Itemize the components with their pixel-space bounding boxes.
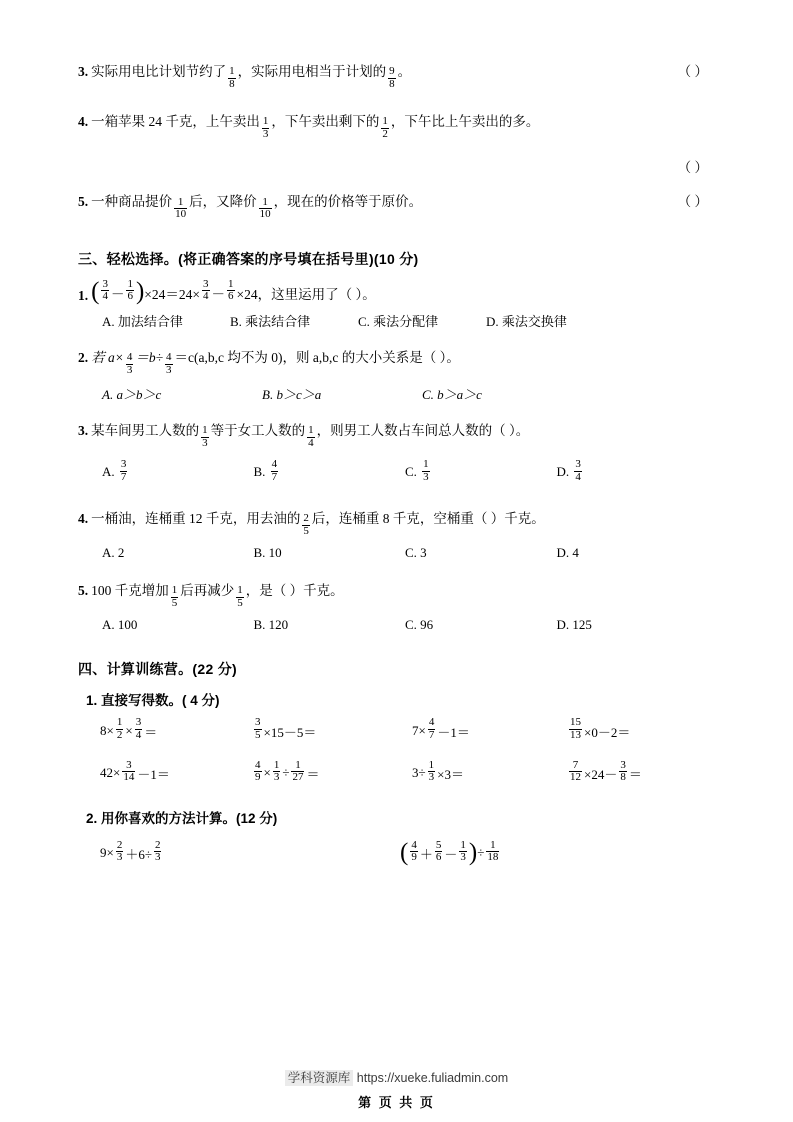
numerator: 3 xyxy=(255,716,261,729)
option-b[interactable] xyxy=(253,458,406,485)
fraction xyxy=(120,459,128,483)
expr-part: － xyxy=(444,846,458,862)
item-text-post: 。 xyxy=(397,64,412,79)
option-a[interactable]: A. 加法结合律 xyxy=(102,313,183,329)
numerator: 3 xyxy=(126,758,132,771)
numerator: 1 xyxy=(262,115,269,128)
calc-item xyxy=(412,716,567,743)
option-c[interactable] xyxy=(405,458,557,485)
numerator: 1 xyxy=(273,758,280,771)
numerator: 3 xyxy=(135,716,142,729)
expr-part: ×3＝ xyxy=(437,766,464,782)
option-b[interactable]: B. 120 xyxy=(253,617,289,633)
denominator: 5 xyxy=(303,524,309,537)
fraction xyxy=(307,425,315,449)
option-b[interactable]: B. 乘法结合律 xyxy=(230,313,311,329)
numerator: 7 xyxy=(572,758,579,771)
item-number: 4. xyxy=(78,114,89,130)
calc-item xyxy=(567,758,727,785)
fraction xyxy=(574,459,582,483)
numerator: 1 xyxy=(229,65,235,78)
fraction xyxy=(254,717,262,741)
judge-item-4-bracket-row xyxy=(78,158,708,178)
minus-sign-2: － xyxy=(211,286,226,302)
expr-part: ＝ xyxy=(144,724,158,740)
item-text: 若 a× xyxy=(91,349,124,365)
denominator: 3 xyxy=(126,363,133,376)
expr-part: －1＝ xyxy=(437,724,470,740)
fraction xyxy=(228,66,236,90)
item-text-post: 后，连桶重 8 千克，空桶重（ ）千克。 xyxy=(311,510,545,526)
expr-part: 8× xyxy=(100,723,114,739)
option-a[interactable] xyxy=(102,458,254,485)
denominator: 4 xyxy=(575,470,581,483)
fraction xyxy=(428,717,436,741)
option-c[interactable]: C. b＞a＞c xyxy=(422,386,482,402)
numerator: 1 xyxy=(262,195,268,208)
expr-part: ＝ xyxy=(306,766,320,782)
numerator: 1 xyxy=(237,584,243,597)
fraction xyxy=(126,279,134,303)
denominator: 13 xyxy=(570,729,581,741)
choice-options-5 xyxy=(78,617,708,633)
numerator: 2 xyxy=(303,512,309,525)
item-text-mid: ，下午卖出剩下的 xyxy=(271,114,380,130)
fraction xyxy=(569,760,582,784)
item-text: 一箱苹果 24 千克，上午卖出 xyxy=(91,114,260,130)
right-paren: ) xyxy=(468,838,478,866)
numerator: 3 xyxy=(102,277,108,290)
fraction xyxy=(619,760,627,784)
item-number: 2. xyxy=(78,349,89,365)
expr-part: ×24－ xyxy=(584,766,618,782)
denominator: 6 xyxy=(435,851,442,864)
watermark xyxy=(0,1068,793,1086)
denominator: 5 xyxy=(255,729,261,741)
expr-part: ＋6÷ xyxy=(125,846,152,862)
denominator: 3 xyxy=(273,771,280,784)
option-c[interactable]: C. 3 xyxy=(405,545,427,560)
choice-options-4 xyxy=(78,545,708,561)
fraction xyxy=(381,116,389,140)
option-a[interactable]: A. 2 xyxy=(102,545,125,560)
section-title-three: 三、轻松选择。(将正确答案的序号填在括号里)(10 分) xyxy=(78,250,419,267)
item-text-post: ，下午比上午卖出的多。 xyxy=(390,114,540,130)
denominator: 3 xyxy=(423,470,429,483)
numerator: 3 xyxy=(203,277,209,290)
expr-part: × xyxy=(263,765,271,781)
item-text-post: ，现在的价格等于原价。 xyxy=(273,194,423,210)
item-number: 3. xyxy=(78,64,89,79)
item-text-mid: 等于女工人数的 xyxy=(210,422,306,438)
expr-part: ×15－5＝ xyxy=(263,724,317,740)
option-d[interactable]: D. 125 xyxy=(556,617,592,633)
numerator: 3 xyxy=(120,458,127,471)
fraction xyxy=(422,459,430,483)
option-label: C. xyxy=(405,463,417,479)
item-text: 一种商品提价 xyxy=(91,194,173,210)
expr-part: 7× xyxy=(412,723,426,739)
left-paren: ( xyxy=(91,277,100,305)
denominator: 3 xyxy=(154,851,161,864)
expr-part: 9× xyxy=(100,845,114,861)
calc-item xyxy=(252,758,412,785)
numerator: 4 xyxy=(166,350,172,363)
fraction xyxy=(116,717,124,741)
denominator: 3 xyxy=(460,851,466,864)
expr-part: ÷ xyxy=(477,845,485,861)
denominator: 3 xyxy=(428,771,435,784)
item-text: 实际用电比计划节约了 xyxy=(91,64,227,79)
calc-item xyxy=(412,758,567,785)
fraction xyxy=(291,760,304,784)
denominator: 3 xyxy=(202,436,208,449)
fraction xyxy=(262,116,270,140)
numerator: 1 xyxy=(177,195,184,208)
fraction xyxy=(227,279,235,303)
denominator: 27 xyxy=(292,771,304,784)
fraction xyxy=(135,717,143,741)
expr-part: × xyxy=(125,723,133,739)
item-text-mid: 后再减少 xyxy=(180,583,235,598)
fraction xyxy=(428,760,436,784)
item-text: 100 千克增加 xyxy=(91,583,169,598)
option-label: A. xyxy=(102,463,115,479)
judge-item-4 xyxy=(78,112,708,142)
denominator: 7 xyxy=(120,470,127,483)
numerator: 15 xyxy=(570,716,581,729)
answer-bracket[interactable]: （ ） xyxy=(677,160,708,176)
denominator: 6 xyxy=(127,290,133,303)
denominator: 4 xyxy=(135,729,142,741)
numerator: 4 xyxy=(126,350,133,363)
item-text-mid: ＝b÷ xyxy=(135,349,164,365)
calc-item-left xyxy=(100,838,400,865)
denominator: 4 xyxy=(308,436,314,449)
item-number: 1. xyxy=(78,287,89,303)
left-paren: ( xyxy=(400,838,409,866)
fraction xyxy=(486,840,499,864)
expr-part: －1＝ xyxy=(137,766,170,782)
section-title-four: 四、计算训练营。(22 分) xyxy=(78,661,237,678)
numerator: 1 xyxy=(228,277,234,290)
expression xyxy=(91,277,376,305)
numerator: 1 xyxy=(127,277,133,290)
calc-item xyxy=(100,758,252,785)
numerator: 1 xyxy=(171,584,178,597)
numerator: 4 xyxy=(428,716,435,729)
answer-bracket[interactable]: （ ） xyxy=(677,194,708,210)
denominator: 7 xyxy=(428,729,435,741)
option-a[interactable]: A. 100 xyxy=(102,617,138,633)
option-b[interactable]: B. b＞c＞a xyxy=(262,386,322,402)
fraction xyxy=(569,717,582,741)
option-label: B. xyxy=(253,463,266,479)
denominator: 3 xyxy=(116,851,123,864)
denominator: 6 xyxy=(228,290,234,303)
choice-options-3 xyxy=(78,458,708,485)
expr-part: ＝ xyxy=(628,766,642,782)
denominator: 14 xyxy=(123,771,135,784)
denominator: 9 xyxy=(255,771,261,784)
numerator: 1 xyxy=(308,424,314,437)
fraction xyxy=(273,760,281,784)
choice-options-2 xyxy=(78,384,708,403)
numerator: 3 xyxy=(575,458,581,471)
option-c[interactable]: C. 乘法分配律 xyxy=(358,313,439,329)
option-label: D. xyxy=(556,463,570,479)
watermark-label: 学科资源库 xyxy=(285,1070,354,1086)
calc-item xyxy=(252,716,412,743)
numerator: 1 xyxy=(295,758,301,771)
expr-part: 42× xyxy=(100,765,121,781)
denominator: 8 xyxy=(389,77,395,90)
option-d[interactable]: D. 乘法交换律 xyxy=(486,313,567,329)
item-number: 4. xyxy=(78,510,89,526)
denominator: 8 xyxy=(229,77,235,90)
denominator: 2 xyxy=(116,729,123,741)
choice-question-5 xyxy=(78,579,708,611)
denominator: 5 xyxy=(237,596,243,609)
fraction xyxy=(459,840,467,864)
expr-part: ＋ xyxy=(419,846,433,862)
item-text-post: ，是（ ）千克。 xyxy=(245,583,344,598)
numerator: 4 xyxy=(411,838,417,851)
fraction xyxy=(202,279,210,303)
numerator: 1 xyxy=(428,758,435,771)
fraction xyxy=(171,585,179,609)
calc-item xyxy=(567,716,727,743)
item-text: 某车间男工人数的 xyxy=(91,422,200,438)
numerator: 9 xyxy=(389,65,395,78)
numerator: 1 xyxy=(490,838,496,851)
direct-answer-grid xyxy=(78,716,708,785)
calc-item-right xyxy=(400,838,501,866)
item-number: 3. xyxy=(78,422,89,438)
expr-part: ×0－2＝ xyxy=(584,724,631,740)
numerator: 1 xyxy=(382,115,388,128)
fraction xyxy=(174,197,187,221)
minus-sign: － xyxy=(110,286,125,302)
fraction xyxy=(126,352,134,376)
item-text-mid: 后，又降价 xyxy=(189,194,257,210)
expr-part: ÷ xyxy=(282,765,290,781)
option-d[interactable] xyxy=(556,458,709,485)
denominator: 4 xyxy=(102,290,108,303)
fraction xyxy=(154,840,162,864)
page-content xyxy=(78,62,708,865)
denominator: 18 xyxy=(487,851,499,864)
numerator: 2 xyxy=(116,838,123,851)
choice-question-1 xyxy=(78,277,708,305)
expression-mid: ×24＝24× xyxy=(144,286,201,302)
fraction xyxy=(271,459,279,483)
option-c[interactable]: C. 96 xyxy=(405,617,434,633)
numerator: 3 xyxy=(620,758,626,771)
choice-question-3 xyxy=(78,419,708,451)
sub-question-1-title: 1. 直接写得数。( 4 分) xyxy=(86,693,220,709)
denominator: 2 xyxy=(382,128,388,140)
fraction xyxy=(259,197,272,221)
choice-question-2 xyxy=(78,346,708,378)
answer-bracket[interactable]: （ ） xyxy=(677,64,708,79)
numerator: 1 xyxy=(423,458,429,471)
fraction xyxy=(410,840,418,864)
judge-item-5 xyxy=(78,192,708,222)
item-number: 5. xyxy=(78,583,89,598)
sub-question-2-title: 2. 用你喜欢的方法计算。(12 分) xyxy=(86,811,278,827)
numerator: 1 xyxy=(116,716,123,729)
fraction xyxy=(165,352,173,376)
right-paren: ) xyxy=(135,277,145,305)
calc-item xyxy=(100,716,252,743)
expr-part: 3÷ xyxy=(412,765,426,781)
item-text-post: ＝c(a,b,c 均不为 0)，则 a,b,c 的大小关系是（ ）。 xyxy=(174,349,460,365)
denominator: 9 xyxy=(411,851,417,864)
fraction xyxy=(435,840,443,864)
fraction xyxy=(122,760,135,784)
item-text-post: ，则男工人数占车间总人数的（ ）。 xyxy=(316,422,530,438)
item-text: 一桶油，连桶重 12 千克，用去油的 xyxy=(91,510,301,526)
judge-item-3 xyxy=(78,62,708,92)
denominator: 10 xyxy=(175,208,187,221)
denominator: 10 xyxy=(259,208,271,221)
watermark-url: https://xueke.fuliadmin.com xyxy=(356,1071,509,1085)
numerator: 1 xyxy=(202,424,208,437)
denominator: 3 xyxy=(262,128,269,140)
choice-question-4 xyxy=(78,507,708,539)
fraction xyxy=(388,66,396,90)
page-footer: 第 页 共 页 xyxy=(358,1095,435,1110)
fraction xyxy=(201,425,209,449)
fraction xyxy=(254,760,262,784)
choice-options-1 xyxy=(78,311,708,330)
free-method-row xyxy=(78,838,708,866)
numerator: 1 xyxy=(460,838,466,851)
item-number: 5. xyxy=(78,194,89,210)
denominator: 12 xyxy=(570,771,581,784)
fraction xyxy=(101,279,109,303)
expression-tail: ×24，这里运用了（ ）。 xyxy=(236,286,376,302)
fraction xyxy=(302,513,310,537)
option-b[interactable]: B. 10 xyxy=(253,545,282,560)
denominator: 4 xyxy=(203,290,209,303)
fraction xyxy=(236,585,244,609)
denominator: 7 xyxy=(271,470,278,483)
denominator: 5 xyxy=(171,596,178,609)
denominator: 8 xyxy=(620,771,626,784)
numerator: 4 xyxy=(271,458,278,471)
numerator: 5 xyxy=(435,838,442,851)
item-text-mid: ，实际用电相当于计划的 xyxy=(237,64,387,79)
fraction xyxy=(116,840,124,864)
option-a[interactable]: A. a＞b＞c xyxy=(102,386,162,402)
option-d[interactable]: D. 4 xyxy=(556,545,579,560)
numerator: 2 xyxy=(154,838,161,851)
denominator: 3 xyxy=(166,363,172,376)
numerator: 4 xyxy=(255,758,261,771)
